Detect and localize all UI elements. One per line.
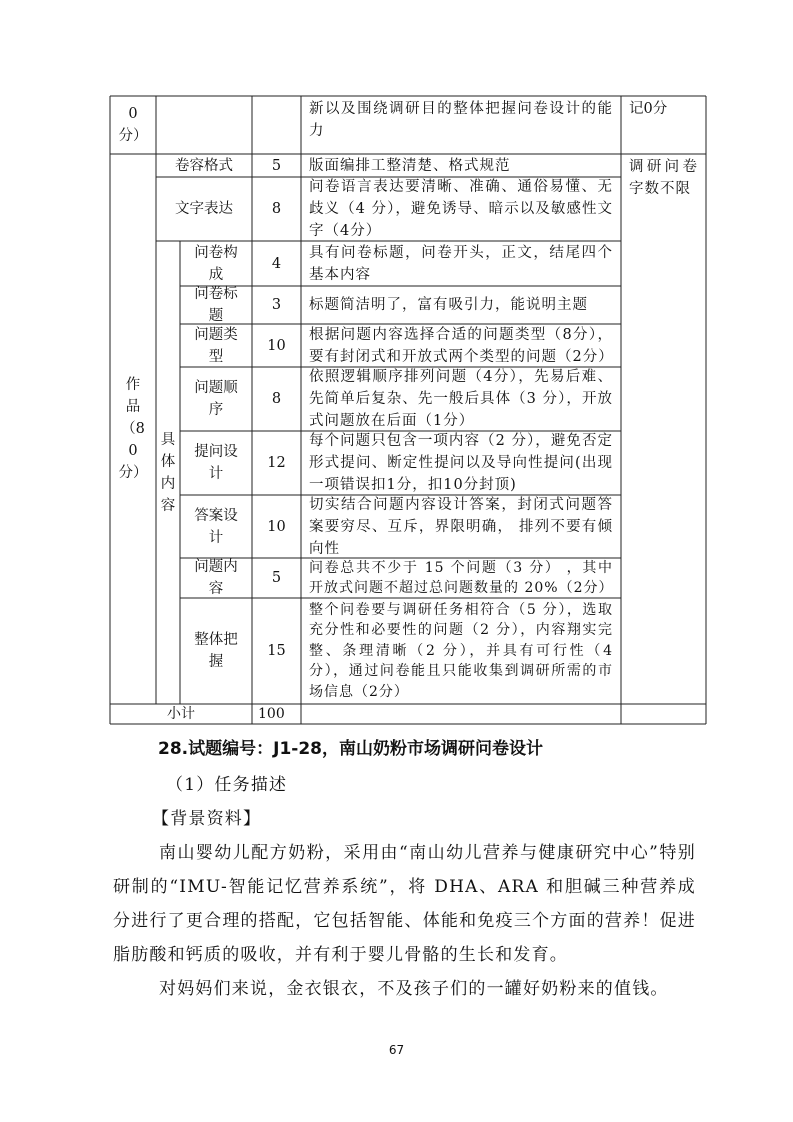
score-cell-continued: 0 分） bbox=[118, 106, 148, 144]
criteria-description-wording: 问卷语言表达要清晰、准确、通俗易懂、无歧义（4 分），避免诱导、暗示以及敏感性文字（4分） bbox=[309, 179, 613, 239]
criteria-name: 问题类 型 bbox=[194, 326, 238, 365]
score-value: 3 bbox=[271, 297, 282, 313]
criteria-name: 答案设 计 bbox=[194, 507, 238, 546]
criteria-name: 整体把 握 bbox=[194, 632, 238, 670]
score-wording: 8 bbox=[271, 201, 282, 217]
task-description-label: （1）任务描述 bbox=[166, 775, 288, 795]
criteria-description-continued: 新以及围绕调研目的整体把握问卷设计的能力 bbox=[309, 101, 613, 139]
score-value: 12 bbox=[267, 455, 286, 471]
criteria-description: 依照逻辑顺序排列问题（4分），先易后难、先简单后复杂、先一般后具体（3 分），开放式问题放在后面（1分） bbox=[309, 369, 613, 429]
criteria-name: 提问设 计 bbox=[194, 444, 238, 482]
criteria-description: 切实结合问题内容设计答案，封闭式问题答案要穷尽、互斥，界限明确， 排列不要有倾向性 bbox=[309, 496, 613, 557]
score-value: 10 bbox=[267, 337, 286, 354]
criteria-description: 根据问题内容选择合适的问题类型（8分），要有封闭式和开放式两个类型的问题（2分） bbox=[309, 326, 614, 365]
score-value: 8 bbox=[271, 391, 282, 407]
score-value: 5 bbox=[271, 570, 282, 586]
criteria-name: 问卷构 成 bbox=[194, 244, 238, 283]
score-value: 15 bbox=[267, 643, 286, 659]
criteria-description: 标题简洁明了，富有吸引力，能说明主题 bbox=[309, 297, 588, 313]
background-label: 【背景资料】 bbox=[152, 809, 262, 829]
criteria-description: 每个问题只包含一项内容（2 分），避免否定形式提问、断定性提问以及导向性提问(出现一项错误扣1分，扣10分封顶) bbox=[309, 433, 613, 493]
page-number: 67 bbox=[388, 1043, 405, 1057]
criteria-name-format: 卷容格式 bbox=[175, 157, 233, 174]
criteria-description-format: 版面编排工整清楚、格式规范 bbox=[309, 157, 511, 174]
subtotal-label: 小计 bbox=[167, 706, 195, 722]
score-format: 5 bbox=[271, 157, 282, 174]
work-group-label: 作 品 （8 0 分） bbox=[118, 377, 148, 481]
criteria-name-wording: 文字表达 bbox=[175, 201, 233, 217]
score-value: 10 bbox=[267, 518, 286, 535]
subtotal-score: 100 bbox=[258, 706, 285, 722]
specific-content-label: 具 体 内 容 bbox=[160, 431, 176, 514]
criteria-description: 具有问卷标题，问卷开头，正文，结尾四个基本内容 bbox=[309, 244, 613, 283]
criteria-description: 整个问卷要与调研任务相符合（5 分），选取充分性和必要性的问题（2 分），内容翔实完整、条理清晰（2 分），并具有可行性（4分），通过问卷能且只能收集到调研所需的市场信息（2分） bbox=[309, 601, 613, 700]
remark-cell-group: 调研问卷字数不限 bbox=[629, 159, 698, 197]
remark-cell-top: 记0分 bbox=[629, 101, 668, 117]
closing-paragraph: 对妈妈们来说，金衣银衣，不及孩子们的一罐好奶粉来的值钱。 bbox=[159, 979, 669, 999]
background-paragraph: 南山婴幼儿配方奶粉，采用由“南山幼儿营养与健康研究中心”特别研制的“IMU-智能记忆营养系统”，将 DHA、ARA 和胆碱三种营养成分进行了更合理的搭配，它包括智能、体能和免疫三个方面的营养！促进脂肪酸和钙质的吸收，并有利于婴儿骨骼的生长和发育。 bbox=[113, 843, 696, 965]
score-value: 4 bbox=[271, 255, 282, 272]
criteria-name: 问题顺 序 bbox=[194, 380, 238, 418]
criteria-name: 问题内 容 bbox=[194, 559, 238, 597]
section-heading: 28.试题编号：J1-28，南山奶粉市场调研问卷设计 bbox=[158, 739, 543, 759]
criteria-description: 问卷总共不少于 15 个问题（3 分） ，其中开放式问题不超过总问题数量的 20%（2分） bbox=[309, 560, 614, 596]
criteria-name: 问卷标 题 bbox=[194, 286, 238, 324]
